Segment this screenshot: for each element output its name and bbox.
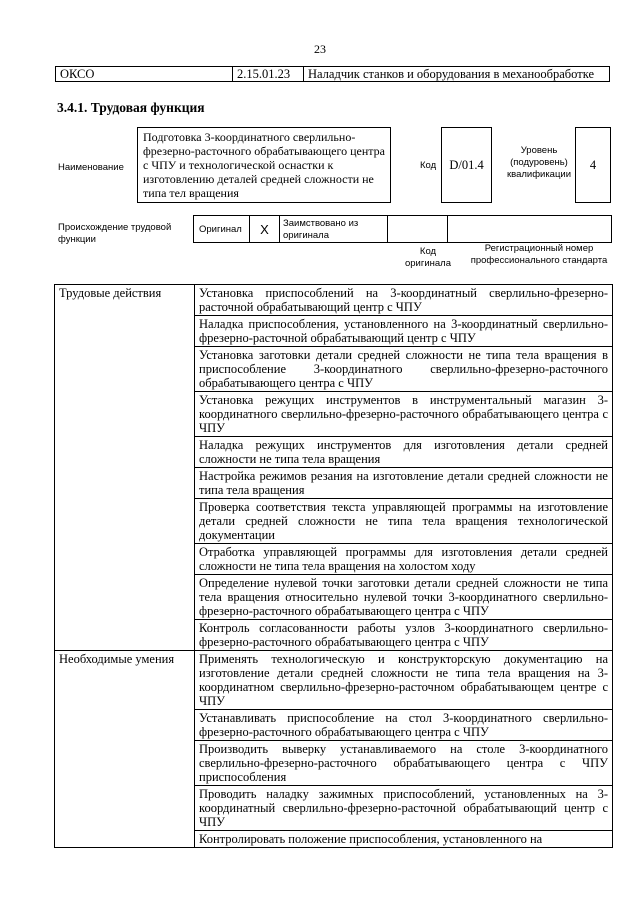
row-text: Производить выверку устанавливаемого на столе 3-координатного сверлильно-фрезерно-расточного обрабатывающего центра с ЧПУ приспособления (195, 741, 613, 786)
row-text: Устанавливать приспособление на стол 3-координатного сверлильно-фрезерно-расточного обрабатывающего центра с ЧПУ (195, 710, 613, 741)
name-label: Наименование (58, 162, 124, 173)
row-text: Настройка режимов резания на изготовление детали средней сложности не типа тела вращения (195, 468, 613, 499)
code-label: Код (420, 160, 437, 171)
okso-title: Наладчик станков и оборудования в механообработке (308, 67, 595, 81)
row-text: Проводить наладку зажимных приспособлений, установленных на 3-координатный сверлильно-фрезерно-расточной обрабатывающий центр с ЧПУ (195, 786, 613, 831)
row-text: Применять технологическую и конструкторскую документацию на изготовление детали средней сложности не типа тела вращения на 3-координатном сверлильно-фрезерно-расточном обрабатывающем центре с ЧПУ (195, 651, 613, 710)
category-cell: Необходимые умения (55, 651, 195, 848)
row-text: Установка заготовки детали средней сложности не типа тела вращения в приспособление 3-координатного сверлильно-фрезерно-расточного обрабатывающего центра с ЧПУ (195, 347, 613, 392)
function-name: Подготовка 3-координатного сверлильно-фрезерно-расточного обрабатывающего центра с ЧПУ и технологической оснастки к изготовлению деталей средней сложности не типа тел вращения (137, 127, 391, 203)
level-label: Уровень (подуровень) квалификации (506, 145, 572, 180)
page-number: 23 (314, 42, 326, 56)
original-label: Оригинал (194, 216, 250, 242)
row-text: Контроль согласованности работы узлов 3-координатного сверлильно-фрезерно-расточного обрабатывающего центра с ЧПУ (195, 620, 613, 651)
code-original-label: Код оригинала (404, 246, 451, 269)
borrowed-label: Заимствовано из оригинала (280, 216, 388, 242)
reg-number-label: Регистрационный номер профессионального стандарта (470, 243, 608, 266)
origin-label: Происхождение трудовой функции (58, 222, 172, 245)
row-text: Отработка управляющей программы для изготовления детали средней сложности не типа тела вращения на холостом ходу (195, 544, 613, 575)
function-code: D/01.4 (441, 127, 492, 203)
function-details-table (54, 284, 613, 848)
row-text: Установка режущих инструментов в инструментальный магазин 3-координатного сверлильно-фрезерно-расточного обрабатывающего центра с ЧПУ (195, 392, 613, 437)
okso-table (55, 66, 610, 82)
row-text: Наладка приспособления, установленного на 3-координатный сверлильно-фрезерно-расточной обрабатывающий центр с ЧПУ (195, 316, 613, 347)
row-text: Определение нулевой точки заготовки детали средней сложности не типа тела вращения относительно нулевой точки 3-координатного сверлильно-фрезерно-расточного обрабатывающего центра с ЧПУ (195, 575, 613, 620)
section-title: 3.4.1. Трудовая функция (57, 100, 205, 115)
original-mark: X (250, 216, 280, 242)
okso-code: 2.15.01.23 (233, 67, 304, 81)
function-level: 4 (575, 127, 611, 203)
code-original-cell (388, 216, 448, 242)
row-text: Контролировать положение приспособления, установленного на (195, 831, 613, 848)
category-cell: Трудовые действия (55, 285, 195, 651)
row-text: Проверка соответствия текста управляющей программы на изготовление детали средней сложности не типа тела вращения технологической документации (195, 499, 613, 544)
row-text: Наладка режущих инструментов для изготовления детали средней сложности не типа тела вращения (195, 437, 613, 468)
reg-number-cell (448, 216, 611, 242)
table-row (55, 285, 613, 316)
okso-label: ОКСО (56, 67, 233, 81)
table-row (55, 651, 613, 710)
origin-row (193, 215, 612, 243)
row-text: Установка приспособлений на 3-координатный сверлильно-фрезерно-расточной обрабатывающий центр с ЧПУ (195, 285, 613, 316)
